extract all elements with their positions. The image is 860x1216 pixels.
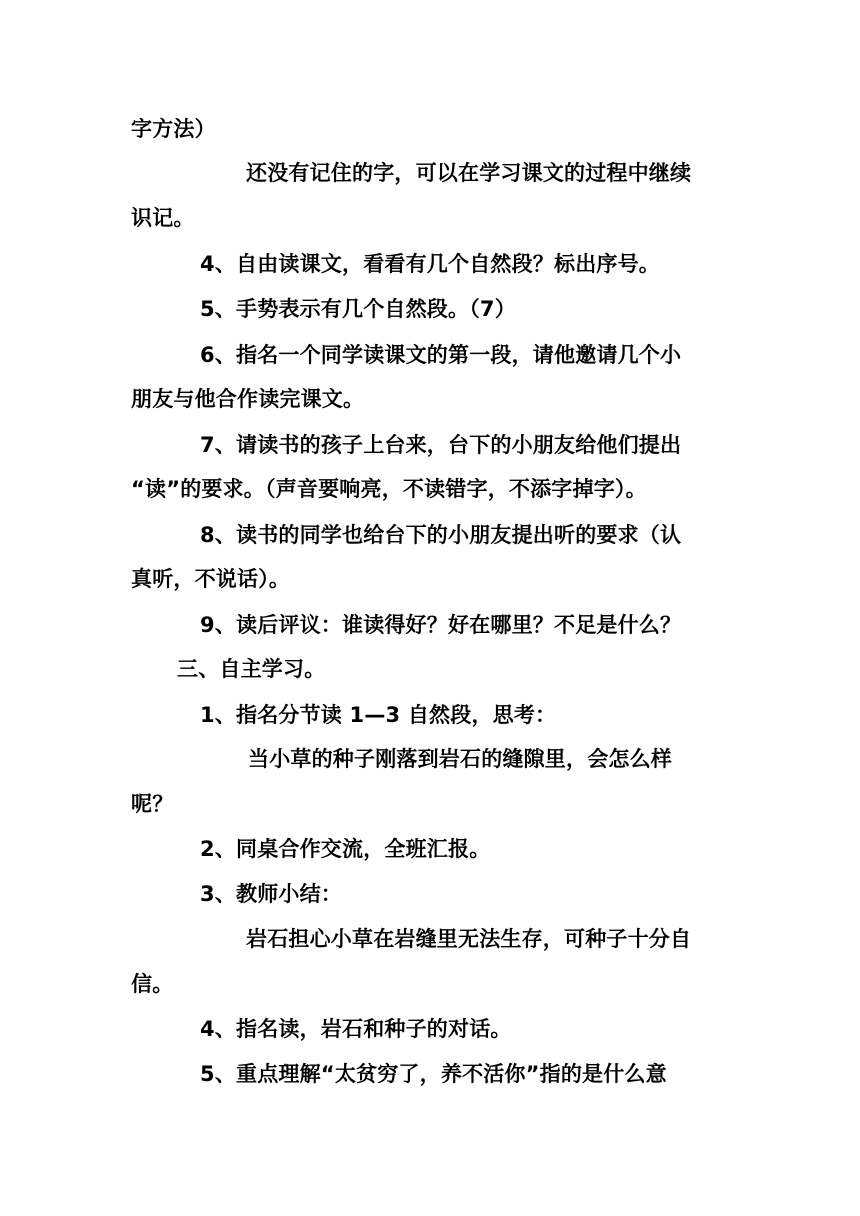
text-line: 字方法）	[131, 117, 216, 141]
text-line: 6、指名一个同学读课文的第一段，请他邀请几个小	[200, 343, 682, 367]
text-line: 5、重点理解“太贫穷了，养不活你”指的是什么意	[200, 1062, 667, 1086]
text-line: 真听，不说话）。	[131, 567, 291, 591]
text-line: 2、同桌合作交流，全班汇报。	[200, 837, 491, 861]
text-line: 识记。	[131, 206, 195, 230]
text-line: 岩石担心小草在岩缝里无法生存，可种子十分自	[246, 927, 692, 951]
text-line: 朋友与他合作读完课文。	[131, 387, 365, 411]
text-line: “读”的要求。（声音要响亮，不读错字，不添字掉字）。	[131, 477, 647, 501]
section-heading: 三、自主学习。	[177, 657, 326, 681]
text-line: 3、教师小结：	[200, 882, 343, 906]
text-line: 8、读书的同学也给台下的小朋友提出听的要求（认	[200, 523, 682, 547]
text-line: 7、请读书的孩子上台来，台下的小朋友给他们提出	[200, 433, 682, 457]
text-line: 9、读后评议：谁读得好？好在哪里？不足是什么？	[200, 613, 682, 637]
text-line: 信。	[131, 972, 174, 996]
text-line: 4、自由读课文，看看有几个自然段？标出序号。	[200, 252, 661, 276]
text-line: 呢？	[131, 792, 174, 816]
text-line: 4、指名读，岩石和种子的对话。	[200, 1017, 512, 1041]
text-line: 1、指名分节读 1—3 自然段，思考：	[200, 703, 557, 727]
text-line: 当小草的种子刚落到岩石的缝隙里，会怎么样	[248, 747, 672, 771]
text-line: 还没有记住的字，可以在学习课文的过程中继续	[246, 161, 692, 185]
text-line: 5、手势表示有几个自然段。（7）	[200, 297, 516, 321]
